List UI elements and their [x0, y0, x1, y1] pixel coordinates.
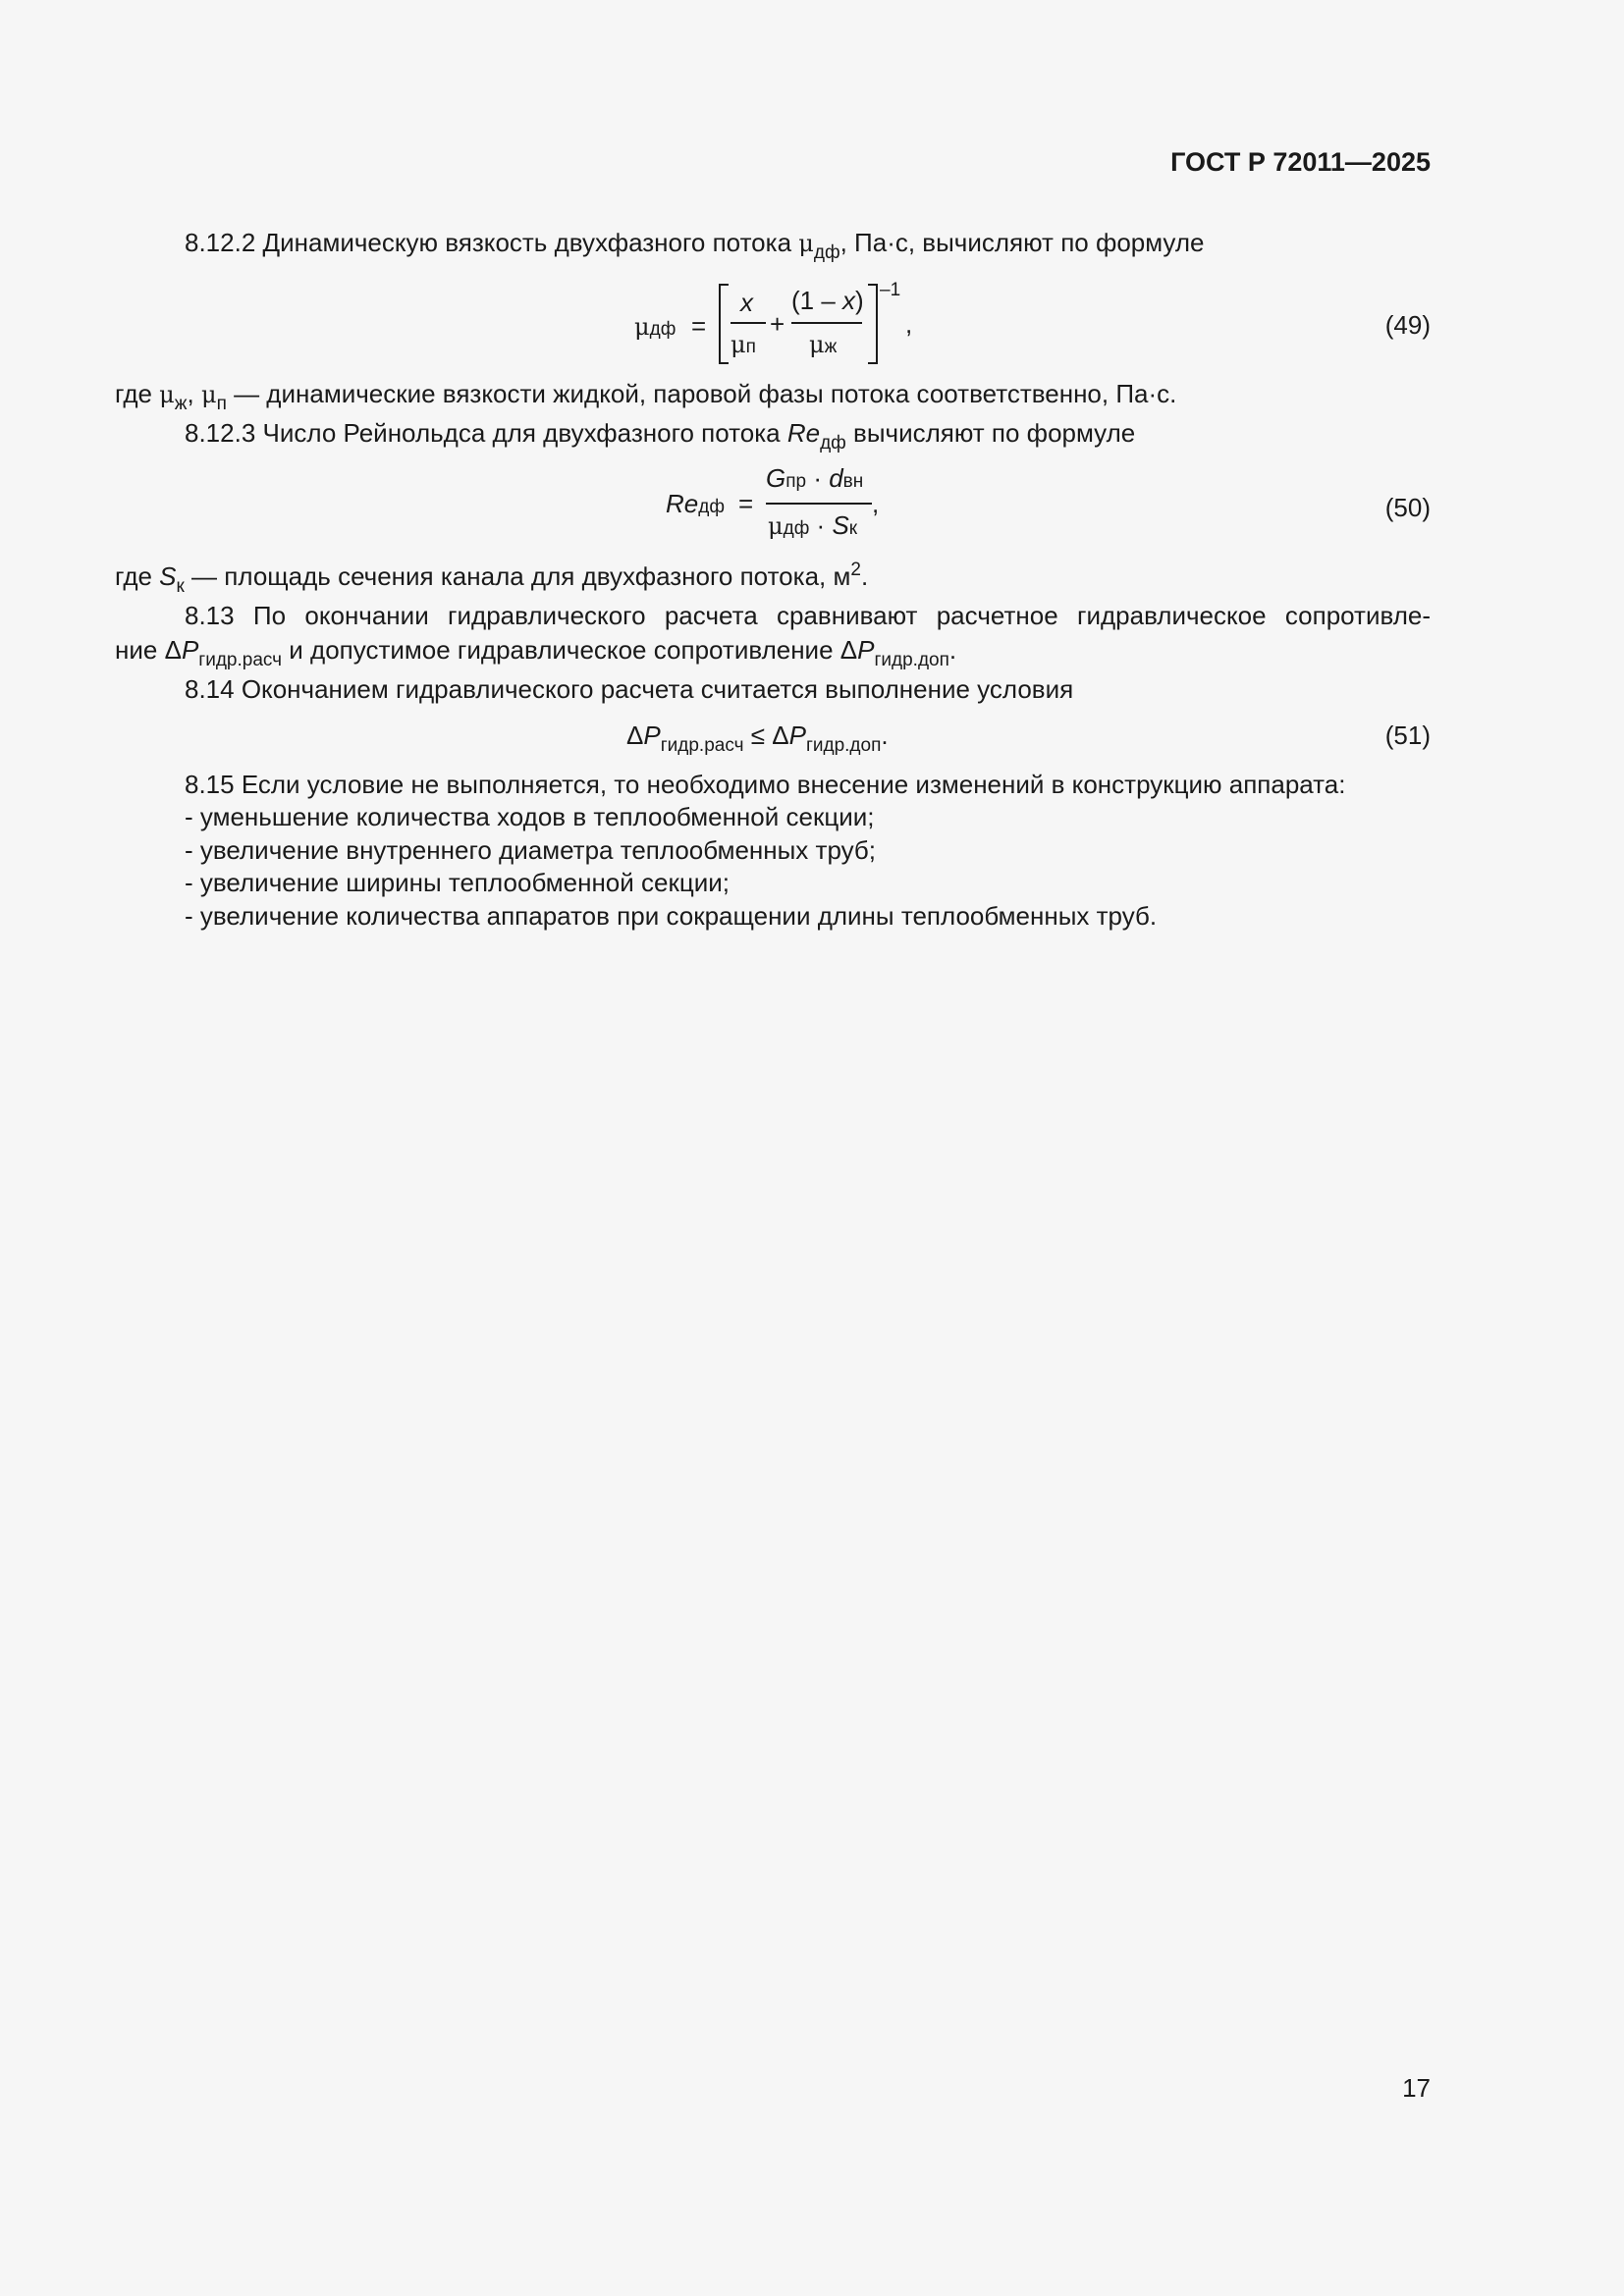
eq50-mu-sub: дф: [783, 518, 810, 539]
paragraph-8-12-2: [185, 226, 1205, 263]
p-symbol: P: [181, 635, 199, 665]
p8-12-2-text-a: 8.12.2 Динамическую вязкость двухфазного потока: [185, 228, 799, 257]
where50-text-a: где: [115, 561, 160, 591]
eq49-lhs: [634, 311, 676, 345]
subscript-gidr-dop: гидр.доп: [874, 650, 949, 670]
right-bracket: [868, 284, 878, 364]
eq50-dot: ·: [809, 510, 833, 540]
eq50-s-sub: к: [848, 518, 858, 539]
eq50-s: S: [832, 510, 849, 540]
equation-number-51: (51): [1384, 721, 1431, 750]
eq50-d: d: [829, 463, 843, 493]
left-bracket: [719, 284, 729, 364]
mu-symbol: μ: [200, 381, 217, 408]
superscript-2: 2: [850, 560, 861, 580]
p8-13-text-b: и допустимое гидравлическое сопротивление Δ: [282, 635, 858, 665]
eq49-num1: [740, 288, 753, 317]
eq50-g: G: [766, 463, 786, 493]
where-50: [115, 560, 869, 597]
eq50-denominator: [768, 510, 857, 544]
p8-13-text-a: ние Δ: [115, 635, 182, 665]
where49-text-b: — динамические вязкости жидкой, паровой фазы потока соответственно, Па·с.: [226, 379, 1177, 408]
where-49: [115, 377, 1177, 414]
p8-12-3-text-a: 8.12.3 Число Рейнольдса для двухфазного потока: [185, 418, 787, 448]
list-item: - увеличение количества аппаратов при сокращении длины теплообменных труб.: [185, 901, 1158, 931]
eq50-re-sub: дф: [698, 497, 725, 517]
eq49-num2-a: (1 –: [791, 286, 843, 315]
list-item: - увеличение внутреннего диаметра теплообменных труб;: [185, 835, 877, 865]
subscript-gidr-rasch: гидр.расч: [198, 650, 283, 670]
subscript-p: п: [216, 394, 227, 414]
eq51-dot: .: [881, 721, 889, 750]
equation-51: [626, 719, 889, 756]
eq49-num2-x: x: [842, 286, 856, 315]
eq50-lhs: [666, 489, 725, 522]
eq51-le: ≤ Δ: [743, 721, 789, 750]
eq50-equals: =: [738, 489, 754, 518]
eq50-comma: ,: [872, 489, 880, 518]
equation-number-50: (50): [1384, 493, 1431, 522]
paragraph-8-12-3: [185, 416, 1136, 454]
where50-text-b: — площадь сечения канала для двухфазного потока, м: [184, 561, 851, 591]
eq49-den2: [809, 329, 837, 362]
fraction-line: [766, 503, 872, 505]
s-symbol: S: [159, 561, 177, 591]
eq49-power: –1: [880, 280, 901, 300]
subscript-df: дф: [820, 433, 846, 454]
eq49-lhs-sub: дф: [649, 319, 677, 340]
p8-12-3-text-b: вычисляют по формуле: [845, 418, 1136, 448]
eq50-re: Re: [666, 489, 699, 518]
page-number: 17: [1402, 2073, 1431, 2103]
mu-symbol: μ: [159, 381, 175, 408]
eq51-sub2: гидр.доп: [805, 735, 882, 756]
eq49-num2: [791, 286, 864, 315]
eq50-dot: ·: [806, 463, 830, 493]
equation-number-49: (49): [1384, 310, 1431, 340]
eq51-p2: P: [788, 721, 806, 750]
eq50-mu: μ: [768, 512, 784, 540]
eq51-delta: Δ: [626, 721, 644, 750]
mu-symbol: μ: [798, 230, 814, 257]
eq50-g-sub: пр: [785, 471, 807, 492]
subscript-df: дф: [813, 242, 840, 263]
where50-text-c: .: [860, 561, 869, 591]
re-symbol: Re: [786, 418, 821, 448]
subscript-k: к: [176, 576, 185, 597]
where49-sep: ,: [187, 379, 201, 408]
eq49-lhs-mu: μ: [634, 313, 650, 341]
equation-49: [628, 280, 923, 378]
eq50-numerator: [766, 463, 863, 497]
eq49-equals: =: [691, 311, 707, 341]
eq49-plus: +: [770, 309, 785, 339]
paragraph-8-14: 8.14 Окончанием гидравлического расчета считается выполнение условия: [185, 674, 1074, 704]
paragraph-8-13-line2: [115, 633, 957, 670]
paragraph-8-15: 8.15 Если условие не выполняется, то необходимо внесение изменений в конструкцию аппарата:: [185, 770, 1346, 799]
eq49-x: x: [740, 288, 753, 317]
eq49-den1-mu: μ: [731, 331, 746, 358]
fraction-line: [731, 322, 766, 324]
document-header: ГОСТ Р 72011—2025: [1170, 147, 1431, 177]
fraction-line: [791, 322, 862, 324]
eq51-sub1: гидр.расч: [660, 735, 744, 756]
p8-13-text-c: .: [948, 635, 957, 665]
eq49-num2-b: ): [855, 286, 864, 315]
p-symbol: P: [857, 635, 875, 665]
list-item: - уменьшение количества ходов в теплообменной секции;: [185, 802, 875, 831]
list-item: - увеличение ширины теплообменной секции;: [185, 868, 731, 897]
p8-12-2-text-b: , Па·с, вычисляют по формуле: [839, 228, 1205, 257]
eq49-den2-sub: ж: [824, 337, 838, 357]
eq49-den1: [731, 329, 756, 362]
eq51-p1: P: [643, 721, 661, 750]
equation-50: [664, 461, 899, 550]
eq50-d-sub: вн: [842, 471, 864, 492]
paragraph-8-13-line1: 8.13 По окончании гидравлического расчета сравнивают расчетное гидравлическое сопротивле-: [185, 601, 1431, 630]
where49-text-a: где: [115, 379, 160, 408]
eq49-den1-sub: п: [745, 337, 756, 357]
eq49-den2-mu: μ: [809, 331, 825, 358]
subscript-zh: ж: [174, 394, 188, 414]
eq49-comma: ,: [905, 309, 913, 339]
